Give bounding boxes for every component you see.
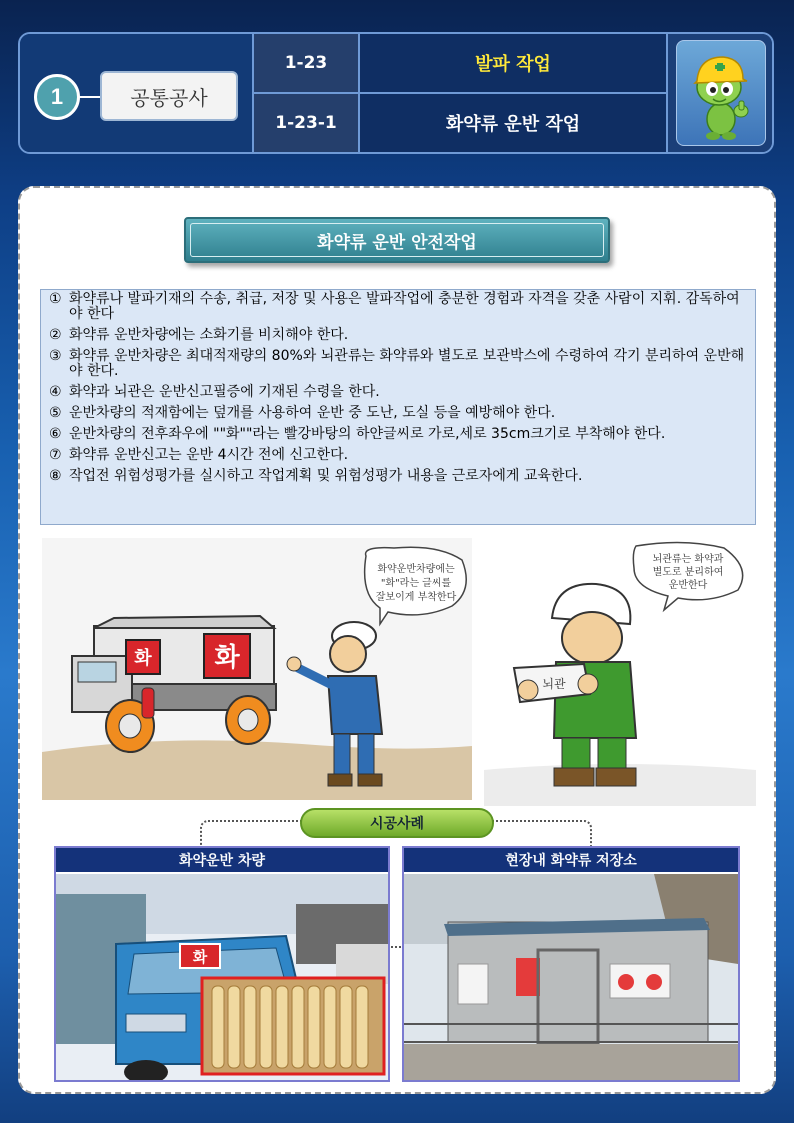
rule-item [49,448,747,463]
rule-text: 화약류 운반신고는 운반 4시간 전에 신고한다. [69,447,349,463]
title-sub: 화약류 운반 작업 [358,94,666,152]
rule-number: ⑦ [49,447,62,463]
rule-number: ⑤ [49,405,62,421]
truck-photo-image [56,874,388,1082]
rule-number: ③ [49,348,62,364]
rule-item [49,427,747,442]
rule-text: 작업전 위험성평가를 실시하고 작업계획 및 위험성평가 내용을 근로자에게 교육한다. [69,468,583,484]
storage-photo-image [404,874,738,1082]
cartoon-worker-illustration [484,538,756,806]
case-examples-label: 시공사례 [300,808,494,838]
photo-storage-site [402,846,740,1082]
safety-rules-list [40,289,756,525]
rule-number: ② [49,327,62,343]
rule-text: 운반차량의 전후좌우에 ""화""라는 빨강바탕의 하얀글씨로 가로,세로 35cm크기로 부착해야 한다. [69,426,666,442]
bubble-line-3: 잘보이게 부착한다 [375,592,457,603]
rule-number: ⑥ [49,426,62,442]
rule-text: 화약류 운반차량에는 소화기를 비치해야 한다. [69,327,349,343]
section-title-box [184,217,610,263]
rule-number: ⑧ [49,468,62,484]
bubble-line-1: 화약운반차량에는 [377,564,455,575]
rule-text: 화약류 운반차량은 최대적재량의 80%와 뇌관류는 화약류와 별도로 보관박스에 수령하여 각기 분리하여 운반해야 한다. [69,348,745,379]
truck-photo-sign: 화 [192,948,208,966]
rule-number: ④ [49,384,62,400]
code-sub: 1-23-1 [252,94,358,152]
rule-text: 운반차량의 적재함에는 덮개를 사용하여 운반 중 도난, 도실 등을 예방해야 한다. [69,405,556,421]
photo-caption-left: 화약운반 차량 [56,848,388,874]
rule-text: 화약과 뇌관은 운반신고필증에 기재된 수령을 한다. [69,384,380,400]
bubble-line-2: "화"라는 글씨를 [380,578,452,589]
category-label: 공통공사 [100,71,238,121]
truck-sign-small: 화 [134,648,152,669]
connector-line [78,96,102,98]
bubble-line-3: 운반한다 [668,580,708,591]
section-title: 화약류 운반 안전작업 [190,223,604,257]
photo-caption-right: 현장내 화약류 저장소 [404,848,738,874]
photo-transport-truck [54,846,390,1082]
box-label: 뇌관 [542,677,566,691]
title-main: 발파 작업 [358,34,666,94]
rule-number: ① [49,291,62,307]
header-panel [18,32,774,154]
mascot-icon [676,40,766,146]
section-number-badge: 1 [34,74,80,120]
code-main: 1-23 [252,34,358,94]
bubble-line-1: 뇌관류는 화약과 [652,554,724,565]
rule-item [49,469,747,484]
cartoon-truck-illustration [42,538,472,800]
rule-text: 화약류나 발파기재의 수송, 취급, 저장 및 사용은 발파작업에 충분한 경험과 자격을 갖춘 사람이 지휘. 감독하여야 한다 [69,291,740,322]
truck-sign-large: 화 [214,643,240,673]
category-cell [20,34,252,152]
mascot-cell [666,34,774,152]
rule-item [49,385,747,400]
rule-item [49,328,747,343]
bubble-line-2: 별도로 분리하여 [652,567,724,578]
rule-item [49,349,747,379]
rule-item [49,406,747,421]
rule-item [49,292,747,322]
